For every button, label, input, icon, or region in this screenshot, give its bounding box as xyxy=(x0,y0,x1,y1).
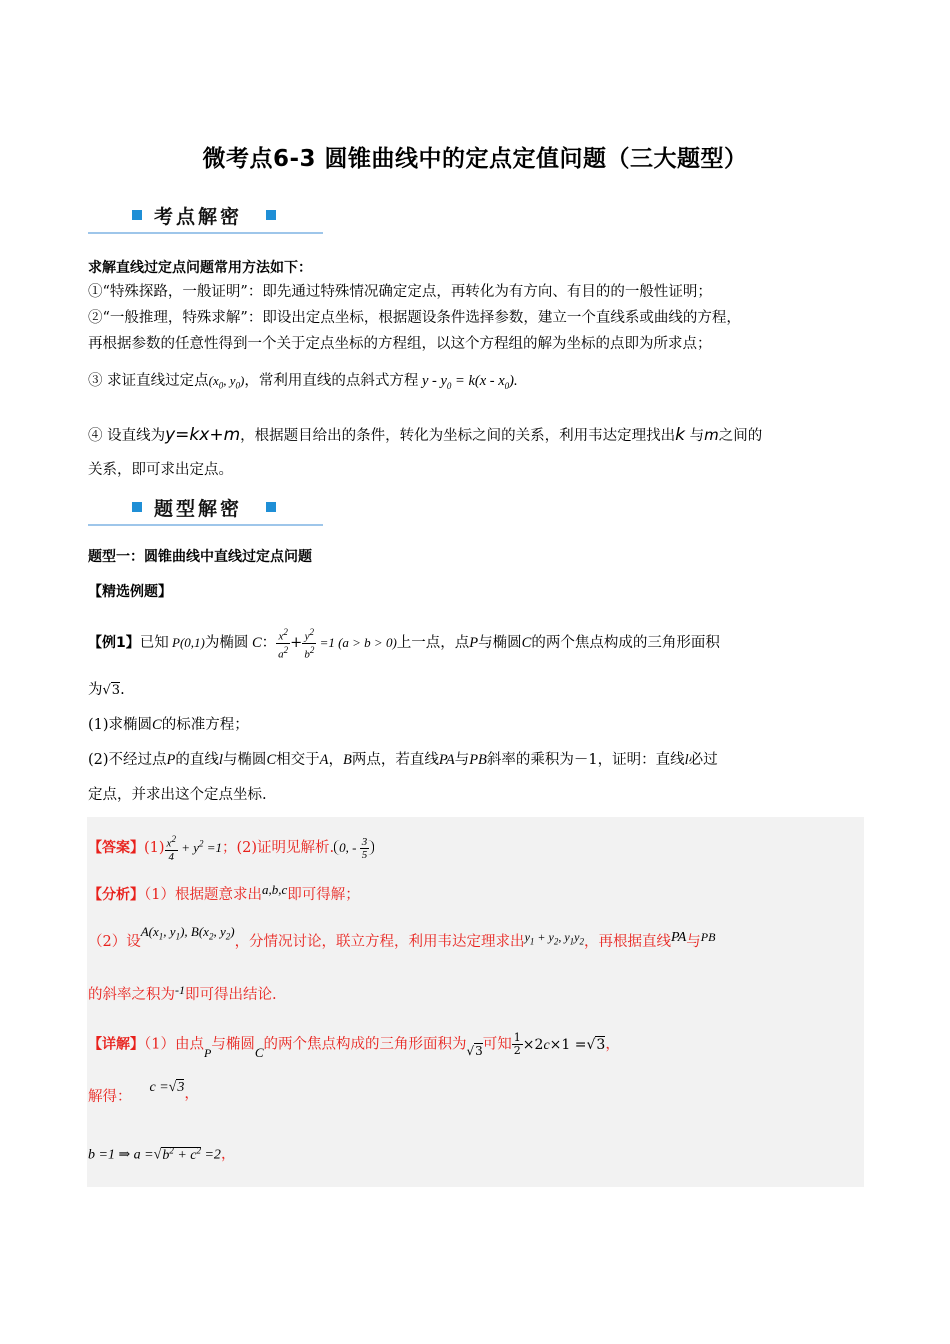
example-text: 为 xyxy=(88,682,103,698)
abc: a,b,c xyxy=(261,882,288,897)
ellipse-term-x: $\frac{x^2}{a^2}$ xyxy=(278,627,289,661)
area-formula: $\frac{1}{2}$ ×2c×1 =√3 xyxy=(513,1031,606,1057)
methods-heading: 求解直线过定点问题常用方法如下： xyxy=(88,260,312,276)
var-m: m xyxy=(704,426,719,444)
line-pb: PB xyxy=(700,930,716,944)
example-text: 上一点，点 xyxy=(396,635,470,652)
sqrt3: √3 xyxy=(102,683,121,698)
method-2b: 再根据参数的任意性得到一个关于定点坐标的方程组，以这个方程组的解为坐标的点即为所求点； xyxy=(88,336,712,352)
method-2a: ②“一般推理，特殊求解”：即设出定点坐标，根据题设条件选择参数，建立一个直线系或曲线的方程， xyxy=(88,310,741,326)
example-text: 的两个焦点构成的三角形面积 xyxy=(531,635,720,652)
banner-label: 题型解密 xyxy=(154,498,243,520)
answer-label: 【答案】 xyxy=(88,839,144,856)
question-type-1: 题型一：圆锥曲线中直线过定点问题 xyxy=(88,549,312,565)
method-4-text-3: 之间的 xyxy=(718,428,763,444)
b-a-values: b =1 ⇒ $a =√b^2 + c^2 =2$ xyxy=(88,1145,221,1163)
q1-text: 的标准方程； xyxy=(161,717,249,733)
method-3-text-2: ，常利用直线的点斜式方程 xyxy=(244,373,419,389)
ellipse-term-y: $\frac{y^2}{b^2}$ xyxy=(304,627,315,661)
square-icon xyxy=(132,502,142,512)
section-banner-tixing xyxy=(88,492,323,526)
analysis-text: （2）设 xyxy=(88,934,141,950)
answer-point: 0, - $\frac{3}{5}$ xyxy=(334,840,374,855)
point-p: P(0,1) xyxy=(168,635,205,651)
analysis-text: 的斜率之积为 xyxy=(88,987,175,1003)
method-1: ①“特殊探路，一般证明”：即先通过特殊情况确定定点，再转化为有方向、有目的的一般性证明； xyxy=(88,284,712,300)
analysis-text: 与 xyxy=(686,934,701,950)
example-text: 已知 xyxy=(139,635,169,652)
example-label: 【例1】 xyxy=(88,635,140,652)
example-text: 为椭圆 xyxy=(204,635,249,652)
analysis-text: 即可得出结论. xyxy=(185,987,277,1003)
line-pa: PA xyxy=(670,930,687,945)
example-q1: (1)求椭圆C的标准方程； xyxy=(88,717,249,733)
var-k: k xyxy=(675,425,685,445)
line-equation: y=kx+m xyxy=(165,425,241,445)
detail-line-1: 【详解】（1）由点$_P$与椭圆C的两个焦点构成的三角形面积为$_{√3}$可知 $\frac{1}{2}$ ×2c×1 =√3， xyxy=(88,1031,620,1060)
banner-underline xyxy=(88,524,323,526)
solve-label: 解得： xyxy=(88,1089,132,1105)
point-p-ref: P xyxy=(203,1045,212,1060)
method-3-text: ③ 求证直线过定点 xyxy=(88,373,209,389)
example-text: 与椭圆 xyxy=(478,635,522,652)
q2-text: 两点，若直线 xyxy=(351,752,439,768)
analysis-label: 【分析】 xyxy=(88,887,144,903)
q1-text: (1)求椭圆 xyxy=(88,717,153,733)
square-icon xyxy=(266,210,276,220)
section-banner-kaodian xyxy=(88,200,323,234)
page-title: 微考点6-3 圆锥曲线中的定点定值问题（三大题型） xyxy=(202,146,748,172)
q2-text: 与 xyxy=(454,752,470,768)
sqrt3-area: √3 xyxy=(466,1043,483,1058)
q2-text: 相交于 xyxy=(276,752,320,768)
detail-line-2: 解得：c =√3， xyxy=(88,1080,199,1105)
banner-underline xyxy=(88,232,323,234)
square-icon xyxy=(132,210,142,220)
example-1-stem: 【例1】已知 P(0,1)为椭圆 C： $\frac{x^2}{a^2}$ + $\frac{y^2}{b^2}$ =1 (a > b > 0)上一点，点P与椭圆C的两个焦点构成的三角形面积 xyxy=(88,627,720,661)
analysis-text: ，分情况讨论，联立方程，利用韦达定理求出 xyxy=(234,934,525,950)
q2-text: (2)不经过点 xyxy=(88,752,167,768)
detail-text: 与椭圆 xyxy=(211,1036,255,1053)
analysis-line-2 xyxy=(88,924,716,957)
q2-text: 斜率的乘积为－1，证明：直线 xyxy=(486,752,685,768)
detail-text: 可知 xyxy=(482,1036,512,1053)
example-q2-line2: 定点，并求出这个定点坐标. xyxy=(88,787,267,803)
analysis-text: 即可得解； xyxy=(287,887,360,903)
square-icon xyxy=(266,502,276,512)
c-value: c =√3 xyxy=(149,1080,185,1095)
method-4-line2: 关系，即可求出定点。 xyxy=(88,462,233,478)
analysis-text: （1）根据题意求出 xyxy=(144,887,262,903)
minus-one: -1 xyxy=(175,983,185,997)
vieta-expr: y1 + y2, y1y2 xyxy=(524,930,584,947)
analysis-line-1 xyxy=(88,882,360,905)
method-3 xyxy=(88,371,518,396)
ellipse-c-ref: C xyxy=(254,1044,264,1060)
answer-text: ；(2)证明见解析. xyxy=(222,839,335,856)
q2-text: 必过 xyxy=(688,752,718,768)
answer-line xyxy=(88,833,374,863)
point-slope-formula: $y - y_0 = k(x - x_0)$. xyxy=(418,373,518,391)
answer-eq: + $y^2 =1$ xyxy=(177,838,223,855)
answer-frac: $\frac{x^2}{4}$ xyxy=(166,834,176,863)
detail-text: 的两个焦点构成的三角形面积为 xyxy=(263,1036,467,1053)
answer-text: (1) xyxy=(144,839,165,856)
q2-text: 的直线 xyxy=(175,752,219,768)
detail-label: 【详解】 xyxy=(88,1036,144,1053)
points-ab: $A(x_1$, $y_1$), $B(x_2$, $y_2$) xyxy=(140,924,235,942)
analysis-line-3 xyxy=(88,985,277,1005)
point-formula: ($x_0$, $y_0$) xyxy=(208,373,245,391)
example-q2: (2)不经过点P的直线l与椭圆C相交于A，B两点，若直线PA与PB斜率的乘积为－1，证明：直线l必过 xyxy=(88,752,718,768)
detail-text: （1）由点 xyxy=(144,1036,204,1053)
ellipse-condition: =1 (a > b > 0) xyxy=(316,635,397,651)
method-4 xyxy=(88,425,762,446)
banner-label: 考点解密 xyxy=(154,206,243,228)
analysis-text: ，再根据直线 xyxy=(583,934,671,950)
q2-text: 与椭圆 xyxy=(222,752,267,768)
method-4-and: 与 xyxy=(689,428,705,444)
detail-line-3: b =1 ⇒ $a =√b^2 + c^2 =2$， xyxy=(88,1145,236,1163)
selected-examples: 【精选例题】 xyxy=(88,584,172,600)
example-1-stem-2: 为√3. xyxy=(88,682,125,698)
method-4-text: ④ 设直线为 xyxy=(88,428,166,444)
method-4-text-2: ，根据题目给出的条件，转化为坐标之间的关系，利用韦达定理找出 xyxy=(240,428,676,444)
